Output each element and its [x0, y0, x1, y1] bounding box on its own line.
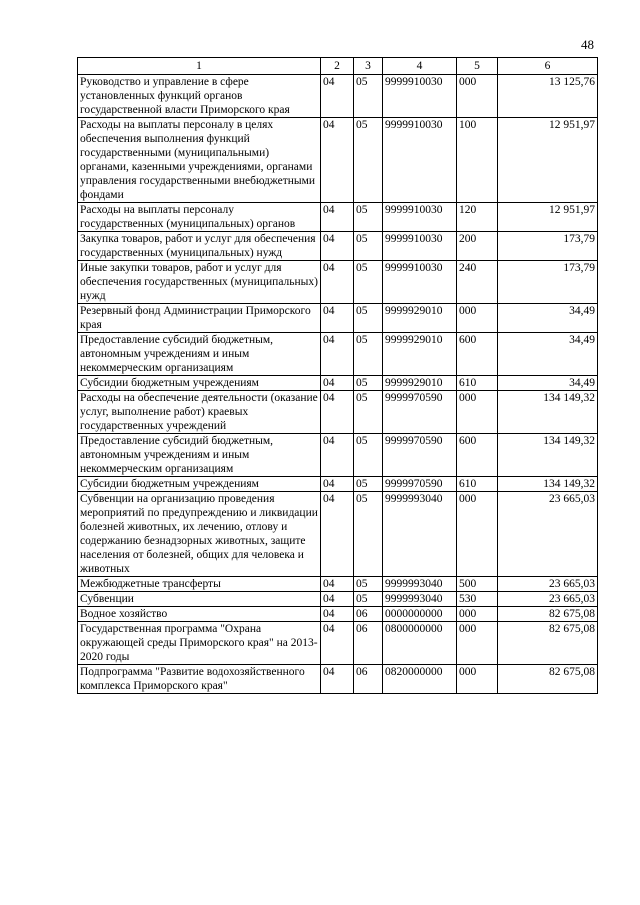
- row-razdel: 04: [321, 376, 354, 391]
- table-row: [78, 118, 598, 203]
- row-razdel: 04: [321, 665, 354, 694]
- row-sum: 23 665,03: [498, 592, 598, 607]
- row-razdel: 04: [321, 592, 354, 607]
- row-razdel: 04: [321, 577, 354, 592]
- row-razdel: 04: [321, 203, 354, 232]
- row-vr: 120: [457, 203, 498, 232]
- row-vr: 000: [457, 391, 498, 434]
- col-header-sum: 6: [498, 58, 598, 75]
- row-csr: 9999993040: [383, 492, 457, 577]
- row-name: Расходы на обеспечение деятельности (оказание услуг, выполнение работ) краевых государственных учреждений: [78, 391, 321, 434]
- row-csr: 9999970590: [383, 477, 457, 492]
- col-header-razdel: 2: [321, 58, 354, 75]
- row-csr: 0000000000: [383, 607, 457, 622]
- row-sum: 23 665,03: [498, 577, 598, 592]
- row-razdel: 04: [321, 434, 354, 477]
- row-sum: 34,49: [498, 304, 598, 333]
- table-row: [78, 261, 598, 304]
- row-vr: 000: [457, 622, 498, 665]
- row-razdel: 04: [321, 75, 354, 118]
- table-row: [78, 622, 598, 665]
- row-csr: 9999910030: [383, 203, 457, 232]
- table-row: [78, 665, 598, 694]
- row-csr: 9999929010: [383, 376, 457, 391]
- row-sum: 34,49: [498, 376, 598, 391]
- row-vr: 000: [457, 75, 498, 118]
- row-podrazdel: 05: [354, 577, 383, 592]
- row-vr: 610: [457, 477, 498, 492]
- table-row: [78, 376, 598, 391]
- row-razdel: 04: [321, 391, 354, 434]
- row-csr: 9999929010: [383, 333, 457, 376]
- table-row: [78, 391, 598, 434]
- row-csr: 9999910030: [383, 232, 457, 261]
- row-name: Субсидии бюджетным учреждениям: [78, 477, 321, 492]
- row-csr: 9999910030: [383, 118, 457, 203]
- table-row: [78, 607, 598, 622]
- table-row: [78, 434, 598, 477]
- row-sum: 173,79: [498, 232, 598, 261]
- table-row: [78, 577, 598, 592]
- row-vr: 500: [457, 577, 498, 592]
- table-row: [78, 304, 598, 333]
- row-csr: 9999929010: [383, 304, 457, 333]
- row-vr: 240: [457, 261, 498, 304]
- row-csr: 0800000000: [383, 622, 457, 665]
- row-razdel: 04: [321, 333, 354, 376]
- table-row: [78, 477, 598, 492]
- row-podrazdel: 05: [354, 75, 383, 118]
- row-name: Руководство и управление в сфере установленных функций органов государственной власти Приморского края: [78, 75, 321, 118]
- row-sum: 173,79: [498, 261, 598, 304]
- row-vr: 530: [457, 592, 498, 607]
- row-name: Государственная программа "Охрана окружающей среды Приморского края" на 2013-2020 годы: [78, 622, 321, 665]
- row-sum: 34,49: [498, 333, 598, 376]
- row-podrazdel: 05: [354, 376, 383, 391]
- row-name: Расходы на выплаты персоналу государственных (муниципальных) органов: [78, 203, 321, 232]
- row-vr: 000: [457, 304, 498, 333]
- table-row: [78, 203, 598, 232]
- row-vr: 000: [457, 492, 498, 577]
- row-podrazdel: 05: [354, 304, 383, 333]
- col-header-podrazdel: 3: [354, 58, 383, 75]
- row-podrazdel: 06: [354, 607, 383, 622]
- row-csr: 9999910030: [383, 261, 457, 304]
- row-name: Расходы на выплаты персоналу в целях обеспечения выполнения функций государственными (муниципальными) органами, казенными учреждениями, органами управления государственными внебюджетными фондами: [78, 118, 321, 203]
- row-csr: 9999970590: [383, 434, 457, 477]
- row-razdel: 04: [321, 492, 354, 577]
- row-name: Субсидии бюджетным учреждениям: [78, 376, 321, 391]
- row-vr: 600: [457, 434, 498, 477]
- table-row: [78, 492, 598, 577]
- row-vr: 610: [457, 376, 498, 391]
- row-razdel: 04: [321, 622, 354, 665]
- row-podrazdel: 05: [354, 477, 383, 492]
- row-podrazdel: 05: [354, 203, 383, 232]
- row-sum: 13 125,76: [498, 75, 598, 118]
- row-name: Водное хозяйство: [78, 607, 321, 622]
- row-name: Подпрограмма "Развитие водохозяйственного комплекса Приморского края": [78, 665, 321, 694]
- row-csr: 9999970590: [383, 391, 457, 434]
- row-csr: 0820000000: [383, 665, 457, 694]
- row-sum: 82 675,08: [498, 665, 598, 694]
- budget-table: [77, 57, 598, 694]
- row-name: Субвенции на организацию проведения мероприятий по предупреждению и ликвидации болезней животных, их лечению, отлову и содержанию безнадзорных животных, защите населения от болезней, общих для человека и животных: [78, 492, 321, 577]
- col-header-vr: 5: [457, 58, 498, 75]
- row-vr: 600: [457, 333, 498, 376]
- row-name: Предоставление субсидий бюджетным, автономным учреждениям и иным некоммерческим организациям: [78, 434, 321, 477]
- row-razdel: 04: [321, 118, 354, 203]
- row-podrazdel: 05: [354, 232, 383, 261]
- row-vr: 000: [457, 607, 498, 622]
- row-podrazdel: 05: [354, 492, 383, 577]
- table-row: [78, 75, 598, 118]
- row-csr: 9999993040: [383, 592, 457, 607]
- row-podrazdel: 05: [354, 333, 383, 376]
- row-vr: 000: [457, 665, 498, 694]
- row-name: Субвенции: [78, 592, 321, 607]
- row-name: Межбюджетные трансферты: [78, 577, 321, 592]
- table-row: [78, 333, 598, 376]
- row-sum: 12 951,97: [498, 203, 598, 232]
- row-csr: 9999993040: [383, 577, 457, 592]
- row-vr: 200: [457, 232, 498, 261]
- row-sum: 134 149,32: [498, 477, 598, 492]
- col-header-name: 1: [78, 58, 321, 75]
- row-name: Предоставление субсидий бюджетным, автономным учреждениям и иным некоммерческим организациям: [78, 333, 321, 376]
- row-sum: 134 149,32: [498, 391, 598, 434]
- table-row: [78, 232, 598, 261]
- row-sum: 12 951,97: [498, 118, 598, 203]
- row-csr: 9999910030: [383, 75, 457, 118]
- row-podrazdel: 05: [354, 592, 383, 607]
- row-name: Резервный фонд Администрации Приморского края: [78, 304, 321, 333]
- row-vr: 100: [457, 118, 498, 203]
- row-razdel: 04: [321, 261, 354, 304]
- row-podrazdel: 06: [354, 665, 383, 694]
- row-razdel: 04: [321, 232, 354, 261]
- row-podrazdel: 05: [354, 261, 383, 304]
- row-podrazdel: 05: [354, 118, 383, 203]
- row-podrazdel: 05: [354, 434, 383, 477]
- row-razdel: 04: [321, 304, 354, 333]
- row-sum: 82 675,08: [498, 607, 598, 622]
- row-sum: 82 675,08: [498, 622, 598, 665]
- row-sum: 23 665,03: [498, 492, 598, 577]
- table-row: [78, 592, 598, 607]
- row-razdel: 04: [321, 477, 354, 492]
- page-number: 48: [581, 37, 594, 52]
- row-razdel: 04: [321, 607, 354, 622]
- row-name: Закупка товаров, работ и услуг для обеспечения государственных (муниципальных) нужд: [78, 232, 321, 261]
- row-sum: 134 149,32: [498, 434, 598, 477]
- col-header-csr: 4: [383, 58, 457, 75]
- row-podrazdel: 05: [354, 391, 383, 434]
- row-podrazdel: 06: [354, 622, 383, 665]
- row-name: Иные закупки товаров, работ и услуг для обеспечения государственных (муниципальных) нужд: [78, 261, 321, 304]
- header-row: [78, 58, 598, 75]
